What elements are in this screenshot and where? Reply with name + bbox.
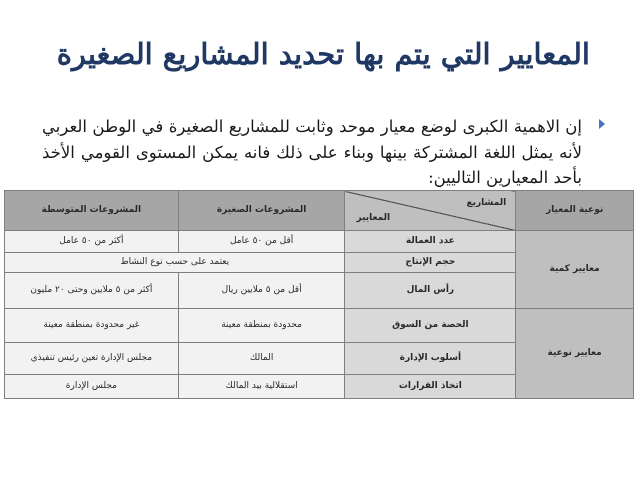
header-projects-label: المشاريع xyxy=(466,197,507,208)
small-value-cell: استقلالية بيد المالك xyxy=(178,375,345,399)
medium-value-cell: غير محدودة بمنطقة معينة xyxy=(5,309,179,343)
criterion-cell: اتخاذ القرارات xyxy=(345,375,516,399)
medium-value-cell: أكثر من ٥ ملايين وحتى ٢٠ مليون xyxy=(5,273,179,309)
header-medium-projects: المشروعات المتوسطة xyxy=(5,191,179,231)
medium-value-cell: مجلس الإدارة تعين رئيس تنفيذي xyxy=(5,343,179,375)
criteria-table xyxy=(4,190,634,399)
criterion-cell: أسلوب الإدارة xyxy=(345,343,516,375)
merged-value-cell: يعتمد على حسب نوع النشاط xyxy=(5,253,345,273)
group-qualitative: معايير نوعية xyxy=(516,309,634,399)
header-small-projects: المشروعات الصغيرة xyxy=(178,191,345,231)
criterion-cell: رأس المال xyxy=(345,273,516,309)
arrow-bullet-icon xyxy=(590,117,614,137)
small-value-cell: أقل من ٥٠ عامل xyxy=(178,231,345,253)
criterion-cell: عدد العمالة xyxy=(345,231,516,253)
slide-title: المعايير التي يتم بها تحديد المشاريع الصغيرة xyxy=(56,37,590,71)
table-row xyxy=(5,309,634,343)
arrow-bullet-icon-shape xyxy=(597,118,607,130)
criterion-cell: الحصة من السوق xyxy=(345,309,516,343)
header-criteria-label: المعايير xyxy=(356,212,391,223)
small-value-cell: المالك xyxy=(178,343,345,375)
slide-body-text: إن الاهمية الكبرى لوضع معيار موحد وثابت للمشاريع الصغيرة في الوطن العربي لأنه يمثل اللغة المشتركة بينها وبناء على ذلك فانه يمكن المستوى القومي الأخذ بأحد المعيارين التاليين: xyxy=(42,117,582,187)
group-quantitative: معايير كمية xyxy=(516,231,634,309)
header-diagonal-cell xyxy=(345,191,516,231)
medium-value-cell: مجلس الإدارة xyxy=(5,375,179,399)
table-header-row xyxy=(5,191,634,231)
medium-value-cell: أكثر من ٥٠ عامل xyxy=(5,231,179,253)
header-criterion-type: نوعية المعيار xyxy=(516,191,634,231)
criterion-cell: حجم الإنتاج xyxy=(345,253,516,273)
table-row xyxy=(5,231,634,253)
small-value-cell: أقل من ٥ ملايين ريال xyxy=(178,273,345,309)
small-value-cell: محدودة بمنطقة معينة xyxy=(178,309,345,343)
